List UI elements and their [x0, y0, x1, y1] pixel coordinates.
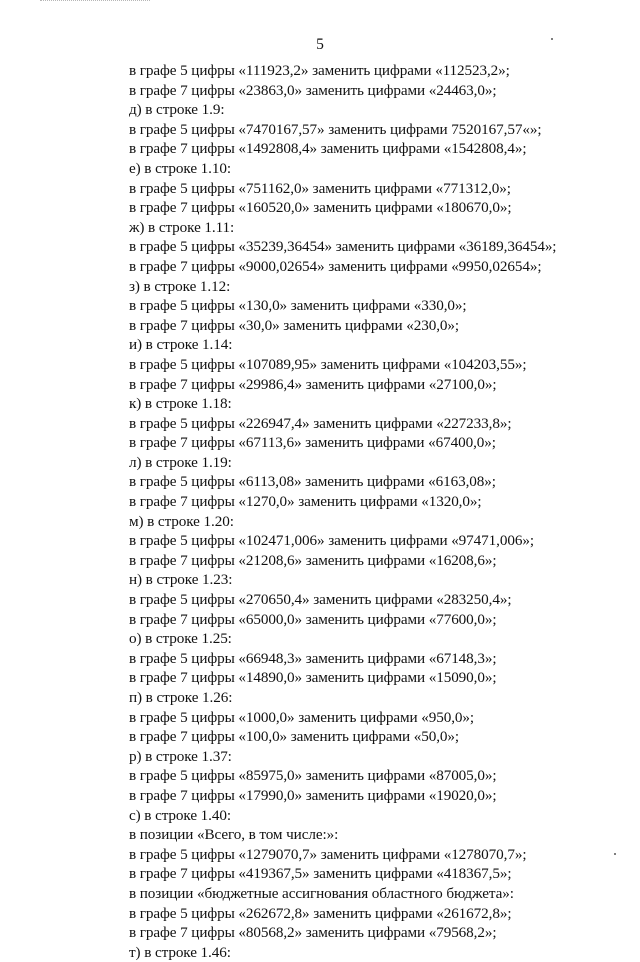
- text-line: в графе 5 цифры «85975,0» заменить цифрами «87005,0»;: [129, 767, 497, 785]
- text-line: в графе 5 цифры «66948,3» заменить цифрами «67148,3»;: [129, 649, 497, 667]
- text-line: ж) в строке 1.11:: [129, 218, 235, 236]
- scan-artifact: [40, 0, 150, 4]
- text-line: д) в строке 1.9:: [129, 101, 225, 119]
- text-line: в позиции «бюджетные ассигнования областного бюджета»:: [129, 884, 514, 902]
- text-line: с) в строке 1.40:: [129, 806, 231, 824]
- text-line: в графе 7 цифры «160520,0» заменить цифрами «180670,0»;: [129, 199, 512, 217]
- text-line: в графе 7 цифры «9000,02654» заменить цифрами «9950,02654»;: [129, 257, 542, 275]
- text-line: в графе 7 цифры «23863,0» заменить цифрами «24463,0»;: [129, 81, 497, 99]
- text-line: н) в строке 1.23:: [129, 571, 233, 589]
- text-line: в графе 7 цифры «30,0» заменить цифрами «230,0»;: [129, 316, 460, 334]
- text-line: р) в строке 1.37:: [129, 747, 232, 765]
- page-number: 5: [316, 36, 324, 53]
- text-line: з) в строке 1.12:: [129, 277, 231, 295]
- text-line: в графе 7 цифры «14890,0» заменить цифрами «15090,0»;: [129, 669, 497, 687]
- text-line: в графе 7 цифры «21208,6» заменить цифрами «16208,6»;: [129, 551, 497, 569]
- text-line: в графе 7 цифры «80568,2» заменить цифрами «79568,2»;: [129, 924, 497, 942]
- text-line: в графе 7 цифры «67113,6» заменить цифрами «67400,0»;: [129, 434, 496, 452]
- text-line: в графе 5 цифры «102471,006» заменить цифрами «97471,006»;: [129, 532, 534, 550]
- text-line: в графе 5 цифры «751162,0» заменить цифрами «771312,0»;: [129, 179, 511, 197]
- text-line: в графе 7 цифры «1270,0» заменить цифрами «1320,0»;: [129, 493, 482, 511]
- text-line: в графе 5 цифры «262672,8» заменить цифрами «261672,8»;: [129, 904, 512, 922]
- text-line: в графе 7 цифры «29986,4» заменить цифрами «27100,0»;: [129, 375, 497, 393]
- text-line: о) в строке 1.25:: [129, 630, 232, 648]
- text-line: в графе 5 цифры «270650,4» заменить цифрами «283250,4»;: [129, 591, 512, 609]
- text-line: в графе 5 цифры «7470167,57» заменить цифрами 7520167,57«»;: [129, 120, 542, 138]
- text-line: в графе 7 цифры «17990,0» заменить цифрами «19020,0»;: [129, 786, 497, 804]
- text-line: в графе 7 цифры «65000,0» заменить цифрами «77600,0»;: [129, 610, 497, 628]
- text-line: в графе 7 цифры «419367,5» заменить цифрами «418367,5»;: [129, 865, 512, 883]
- text-line: в графе 5 цифры «107089,95» заменить цифрами «104203,55»;: [129, 355, 527, 373]
- text-line: в графе 5 цифры «130,0» заменить цифрами «330,0»;: [129, 297, 467, 315]
- text-line: т) в строке 1.46:: [129, 943, 231, 961]
- text-line: п) в строке 1.26:: [129, 689, 233, 706]
- text-line: и) в строке 1.14:: [129, 336, 233, 354]
- text-line: м) в строке 1.20:: [129, 512, 234, 530]
- text-line: в графе 5 цифры «1000,0» заменить цифрами «950,0»;: [129, 708, 474, 726]
- text-line: в графе 5 цифры «6113,08» заменить цифрами «6163,08»;: [129, 473, 496, 491]
- text-line: л) в строке 1.19:: [129, 453, 232, 471]
- text-line: в графе 7 цифры «100,0» заменить цифрами «50,0»;: [129, 728, 460, 746]
- text-line: в графе 5 цифры «1279070,7» заменить цифрами «1278070,7»;: [129, 845, 527, 863]
- text-line: в графе 7 цифры «1492808,4» заменить цифрами «1542808,4»;: [129, 140, 527, 158]
- text-line: в графе 5 цифры «35239,36454» заменить цифрами «36189,36454»;: [129, 238, 557, 256]
- text-line: к) в строке 1.18:: [129, 395, 232, 413]
- document-body: [129, 61, 629, 962]
- text-line: в графе 5 цифры «226947,4» заменить цифрами «227233,8»;: [129, 414, 512, 432]
- text-line: в позиции «Всего, в том числе:»:: [129, 826, 339, 844]
- text-line: е) в строке 1.10:: [129, 159, 231, 177]
- text-line: в графе 5 цифры «111923,2» заменить цифрами «112523,2»;: [129, 62, 510, 79]
